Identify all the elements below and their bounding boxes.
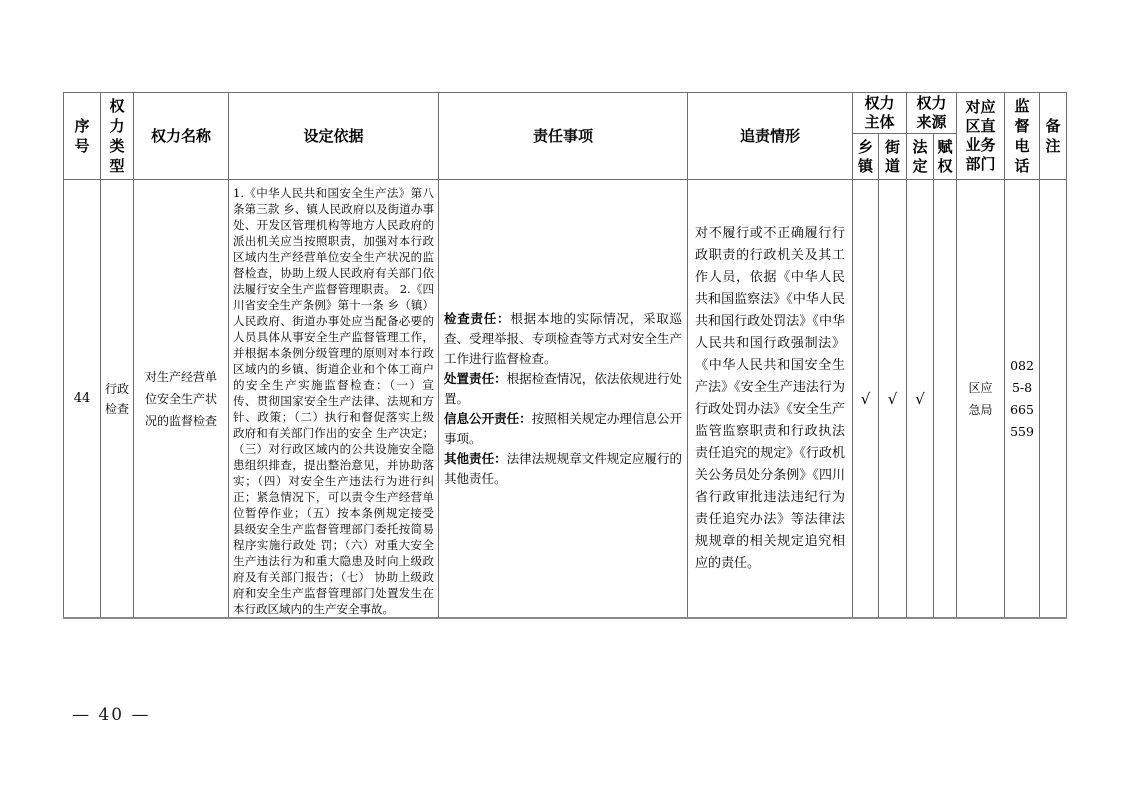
- header-sub-delegated: 赋权: [934, 134, 957, 180]
- cell-supervision-phone: 0825-8665559: [1005, 180, 1040, 619]
- cell-district-department: 区应急局: [957, 180, 1005, 619]
- cell-accountability: 对不履行或不正确履行行政职责的行政机关及其工作人员，依据《中华人民共和国监察法》《中华人民共和国行政处罚法》《中华人民共和国行政强制法》《中华人民共和国安全生产法》《安全生产违法行为行政处罚办法》《安全生产监管监察职责和行政执法责任追究的规定》《行政机关公务员处分条例》《四川省行政审批违法违纪行为责任追究办法》等法律法规规章的相关规定追究相应的责任。: [688, 180, 853, 619]
- cell-delegated-checkmark: [934, 180, 957, 619]
- header-serial-number: 序号: [64, 93, 101, 180]
- power-list-table: [63, 92, 1067, 619]
- duty-label: 其他责任：: [444, 450, 507, 466]
- cell-setting-basis: 1.《中华人民共和国安全生产法》第八条第三款 乡、镇人民政府以及街道办事处、开发区管理机构等地方人民政府的派出机关应当按照职责，加强对本行政区域内生产经营单位安全生产状况的监督检查，协助上级人民政府有关部门依法履行安全生产监督管理职责。 2.《四川省安全生产条例》第十一条 乡（镇）人民政府、街道办事处应当配备必要的人员具体从事安全生产监督管理工作，并根据本条例分级管理的原则对本行政区域内的乡镇、街道企业和个体工商户的安全生产实施监督检查：（一）宣传、贯彻国家安全生产法律、法规和方针、政策；（二）执行和督促落实上级政府和有关部门作出的安全 生产决定；（三）对行政区域内的公共设施安全隐患组织排查，提出整治意见，并协助落实；（四）对安全生产违法行为进行纠正；紧急情况下，可以责令生产经营单位暂停作业；（五）按本条例规定接受县级安全生产监督管理部门委托按简易程序实施行政处 罚；（六）对重大安全生产违法行为和重大隐患及时向上级政府及有关部门报告；（七） 协助上级政府和安全生产监督管理部门处置发生在本行政区域内的生产安全事故。: [229, 180, 439, 619]
- header-district-department: 对应区直业务部门: [957, 93, 1005, 180]
- page-number: — 40 —: [72, 705, 151, 725]
- table-row: [64, 180, 1067, 619]
- cell-power-name: 对生产经营单位安全生产状况的监督检查: [134, 180, 229, 619]
- header-setting-basis: 设定依据: [229, 93, 439, 180]
- header-power-name: 权力名称: [134, 93, 229, 180]
- header-duty-items: 责任事项: [439, 93, 688, 180]
- cell-statutory-checkmark: √: [907, 180, 934, 619]
- duty-text: 根据本地的实际情况，采取巡查、受理举报、专项检查等方式对安全生产工作进行监督检查。: [444, 310, 682, 366]
- duty-label: 信息公开责任：: [444, 410, 532, 426]
- header-sub-township: 乡镇: [853, 134, 879, 180]
- duty-item-disposal: [444, 369, 682, 409]
- duty-text: 按照相关规定办理信息公开事项。: [444, 410, 682, 446]
- header-supervision-phone: 监督电话: [1005, 93, 1040, 180]
- duty-label: 处置责任：: [444, 370, 507, 386]
- header-group-power-subject: 权力主体: [853, 93, 907, 134]
- header-sub-statutory: 法定: [907, 134, 934, 180]
- header-group-power-source: 权力来源: [907, 93, 957, 134]
- header-power-type: 权力类型: [101, 93, 134, 180]
- duty-label: 检查责任：: [444, 310, 511, 326]
- cell-subdistrict-checkmark: √: [879, 180, 907, 619]
- header-accountability: 追责情形: [688, 93, 853, 180]
- cell-duty-items: [439, 180, 688, 619]
- duty-text: 法律法规规章文件规定应履行的其他责任。: [444, 450, 682, 486]
- duty-item-other: [444, 449, 682, 489]
- duty-text: 根据检查情况，依法依规进行处置。: [444, 370, 682, 406]
- cell-township-checkmark: √: [853, 180, 879, 619]
- duty-item-inspection: [444, 309, 682, 369]
- duty-item-information-disclosure: [444, 409, 682, 449]
- cell-remarks: [1040, 180, 1067, 619]
- header-sub-subdistrict: 街道: [879, 134, 907, 180]
- header-remarks: 备注: [1040, 93, 1067, 180]
- cell-power-type: 行政检查: [101, 180, 134, 619]
- cell-serial-number: 44: [64, 180, 101, 619]
